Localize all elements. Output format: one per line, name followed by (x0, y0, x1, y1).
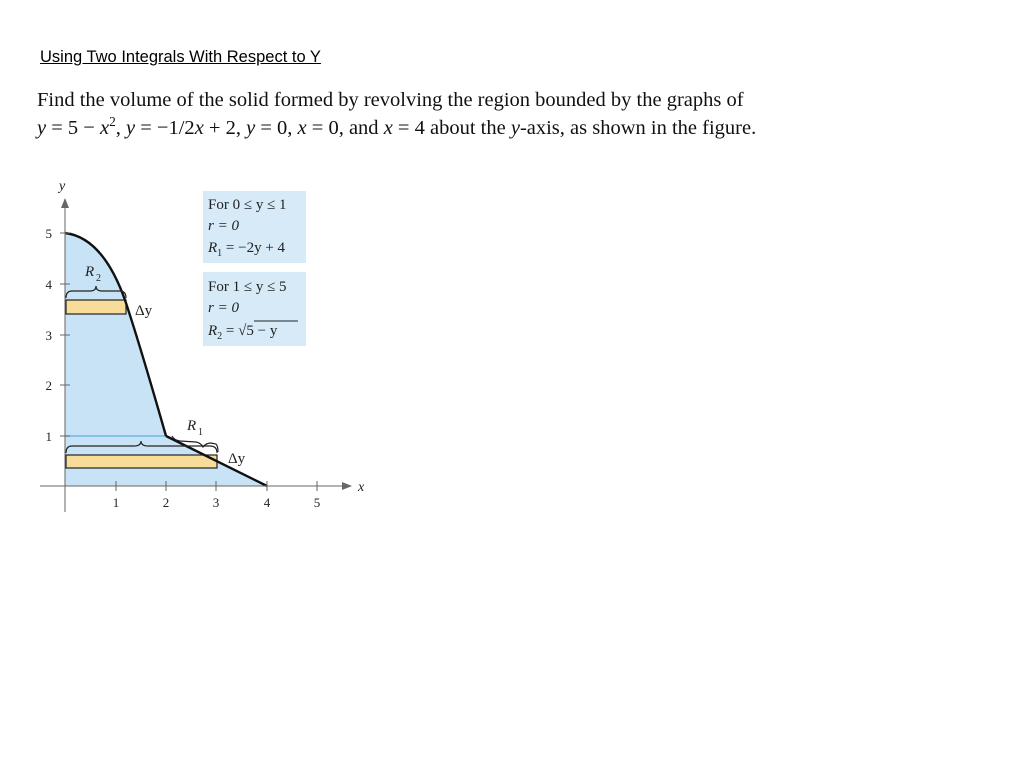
lower-strip (66, 455, 217, 468)
x-tick-label: 3 (212, 495, 220, 510)
y-tick-label: 2 (45, 378, 52, 393)
eq-text: + 2, (203, 117, 247, 139)
r2-label: R (85, 264, 95, 280)
upper-strip (66, 300, 126, 314)
r1-label: R (187, 418, 197, 434)
x-tick-label: 4 (263, 495, 271, 510)
box1-line2: r = 0 (208, 218, 239, 234)
delta-y-upper-label: Δy (135, 303, 153, 319)
y-tick-label: 5 (45, 226, 52, 241)
x-tick-label: 1 (112, 495, 120, 510)
x-tick-label: 5 (313, 495, 321, 510)
eq-text: , (115, 117, 126, 139)
r1-subscript: 1 (198, 427, 203, 438)
eq-var: x (99, 117, 110, 139)
box1-line3: $R_1 = -2y + 4$ (208, 240, 286, 259)
slide-heading: Using Two Integrals With Respect to Y (40, 48, 321, 66)
y-tick-label: 1 (45, 429, 52, 444)
box2-line3: $R_2 = √5 - y$ (208, 323, 278, 342)
eq-var: y (510, 117, 520, 139)
r2-subscript: 2 (96, 273, 101, 284)
problem-intro: Find the volume of the solid formed by revolving the region bounded by the graphs of (37, 89, 744, 111)
box1-line1: For 0 ≤ y ≤ 1 (208, 197, 287, 213)
x-axis-label: x (358, 480, 365, 495)
delta-y-lower-label: Δy (228, 451, 246, 467)
x-axis-arrow (342, 482, 352, 490)
y-axis-arrow (61, 198, 69, 208)
x-tick-label: 2 (162, 495, 170, 510)
shaded-region (65, 233, 267, 486)
eq-text: -axis, as shown in the figure. (519, 117, 757, 139)
eq-text: = 4 about the (392, 117, 511, 139)
eq-exponent: 2 (109, 114, 116, 130)
y-tick-label: 4 (45, 277, 52, 292)
eq-var: y (37, 117, 47, 139)
eq-text: = 0, and (306, 117, 384, 139)
y-tick-label: 3 (45, 328, 52, 343)
eq-text: = 5 − (46, 117, 100, 139)
eq-var: x (194, 117, 204, 139)
eq-text: = −1/2 (135, 117, 195, 139)
eq-var: x (297, 117, 307, 139)
eq-var: y (246, 117, 256, 139)
eq-text: = 0, (255, 117, 298, 139)
box2-line1: For 1 ≤ y ≤ 5 (208, 279, 287, 295)
eq-var: x (383, 117, 393, 139)
box2-line2: r = 0 (208, 300, 239, 316)
eq-var: y (126, 117, 136, 139)
y-axis-label: y (59, 179, 66, 194)
